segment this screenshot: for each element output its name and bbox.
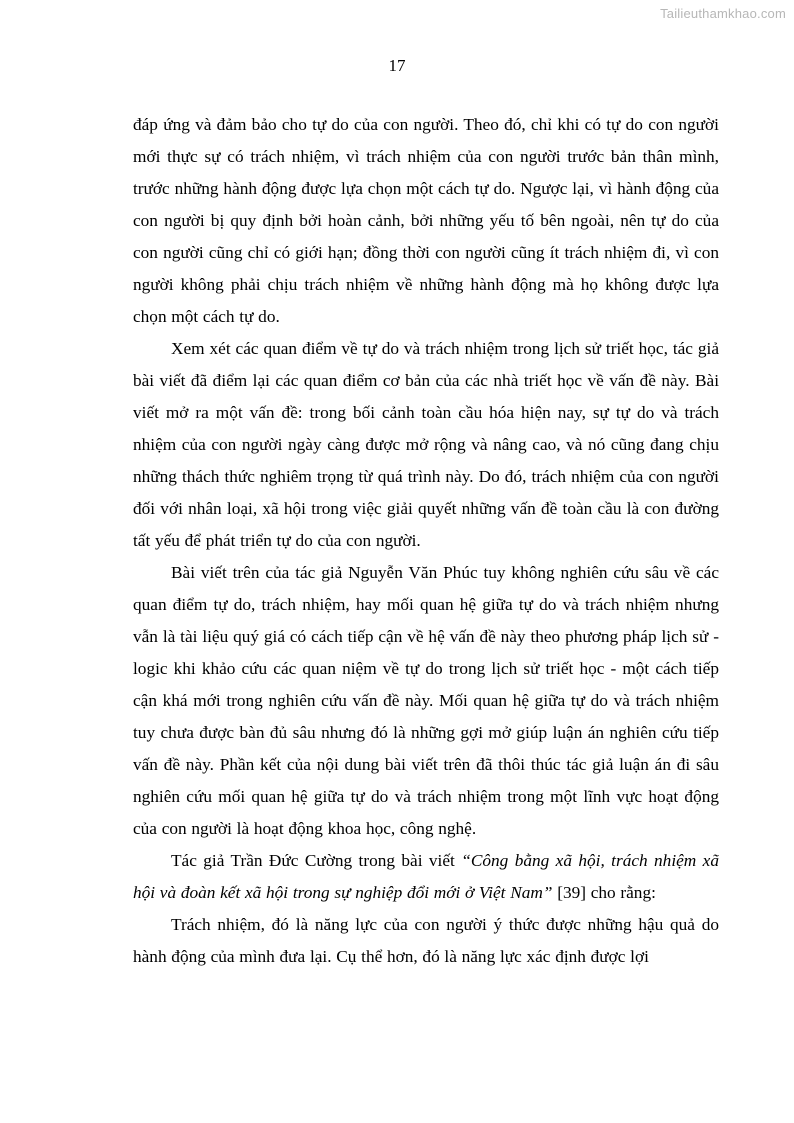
document-body: [133, 109, 719, 973]
page-number: 17: [388, 56, 406, 75]
paragraph-4: [133, 845, 719, 909]
paragraph-4-prefix: Tác giả Trần Đức Cường trong bài viết: [171, 851, 462, 870]
paragraph-4-suffix: [39] cho rằng:: [552, 883, 656, 902]
paragraph-3: Bài viết trên của tác giả Nguyễn Văn Phúc tuy không nghiên cứu sâu về các quan điểm tự do, trách nhiệm, hay mối quan hệ giữa tự do và trách nhiệm nhưng vẫn là tài liệu quý giá có cách tiếp cận về hệ vấn đề này theo phương pháp lịch sử - logic khi khảo cứu các quan niệm về tự do trong lịch sử triết học - một cách tiếp cận khá mới trong nghiên cứu vấn đề này. Mối quan hệ giữa tự do và trách nhiệm tuy chưa được bàn đủ sâu nhưng đó là những gợi mở giúp luận án nghiên cứu tiếp vấn đề này. Phần kết của nội dung bài viết trên đã thôi thúc tác giả luận án đi sâu nghiên cứu mối quan hệ giữa tự do và trách nhiệm trong một lĩnh vực hoạt động của con người là hoạt động khoa học, công nghệ.: [133, 563, 719, 838]
paragraph-5: Trách nhiệm, đó là năng lực của con người ý thức được những hậu quả do hành động của mình đưa lại. Cụ thể hơn, đó là năng lực xác định được lợi: [133, 915, 719, 966]
paragraph-1: đáp ứng và đảm bảo cho tự do của con người. Theo đó, chỉ khi có tự do con người mới thực sự có trách nhiệm, vì trách nhiệm của con người trước bản thân mình, trước những hành động được lựa chọn một cách tự do. Ngược lại, vì hành động của con người bị quy định bởi hoàn cảnh, bởi những yếu tố bên ngoài, nên tự do của con người cũng chỉ có giới hạn; đồng thời con người cũng ít trách nhiệm đi, vì con người không phải chịu trách nhiệm về những hành động mà họ không được lựa chọn một cách tự do.: [133, 115, 719, 326]
article-title: “Công bằng xã hội, trách nhiệm xã hội và đoàn kết xã hội trong sự nghiệp đổi mới ở Việt Nam”: [133, 851, 719, 902]
watermark: Tailieuthamkhao.com: [660, 6, 786, 21]
paragraph-2: Xem xét các quan điểm về tự do và trách nhiệm trong lịch sử triết học, tác giả bài viết đã điểm lại các quan điểm cơ bản của các nhà triết học về vấn đề này. Bài viết mở ra một vấn đề: trong bối cảnh toàn cầu hóa hiện nay, sự tự do và trách nhiệm của con người ngày càng được mở rộng và nâng cao, và nó cũng đang chịu những thách thức nghiêm trọng từ quá trình này. Do đó, trách nhiệm của con người đối với nhân loại, xã hội trong việc giải quyết những vấn đề toàn cầu là con đường tất yếu để phát triển tự do của con người.: [133, 339, 719, 550]
